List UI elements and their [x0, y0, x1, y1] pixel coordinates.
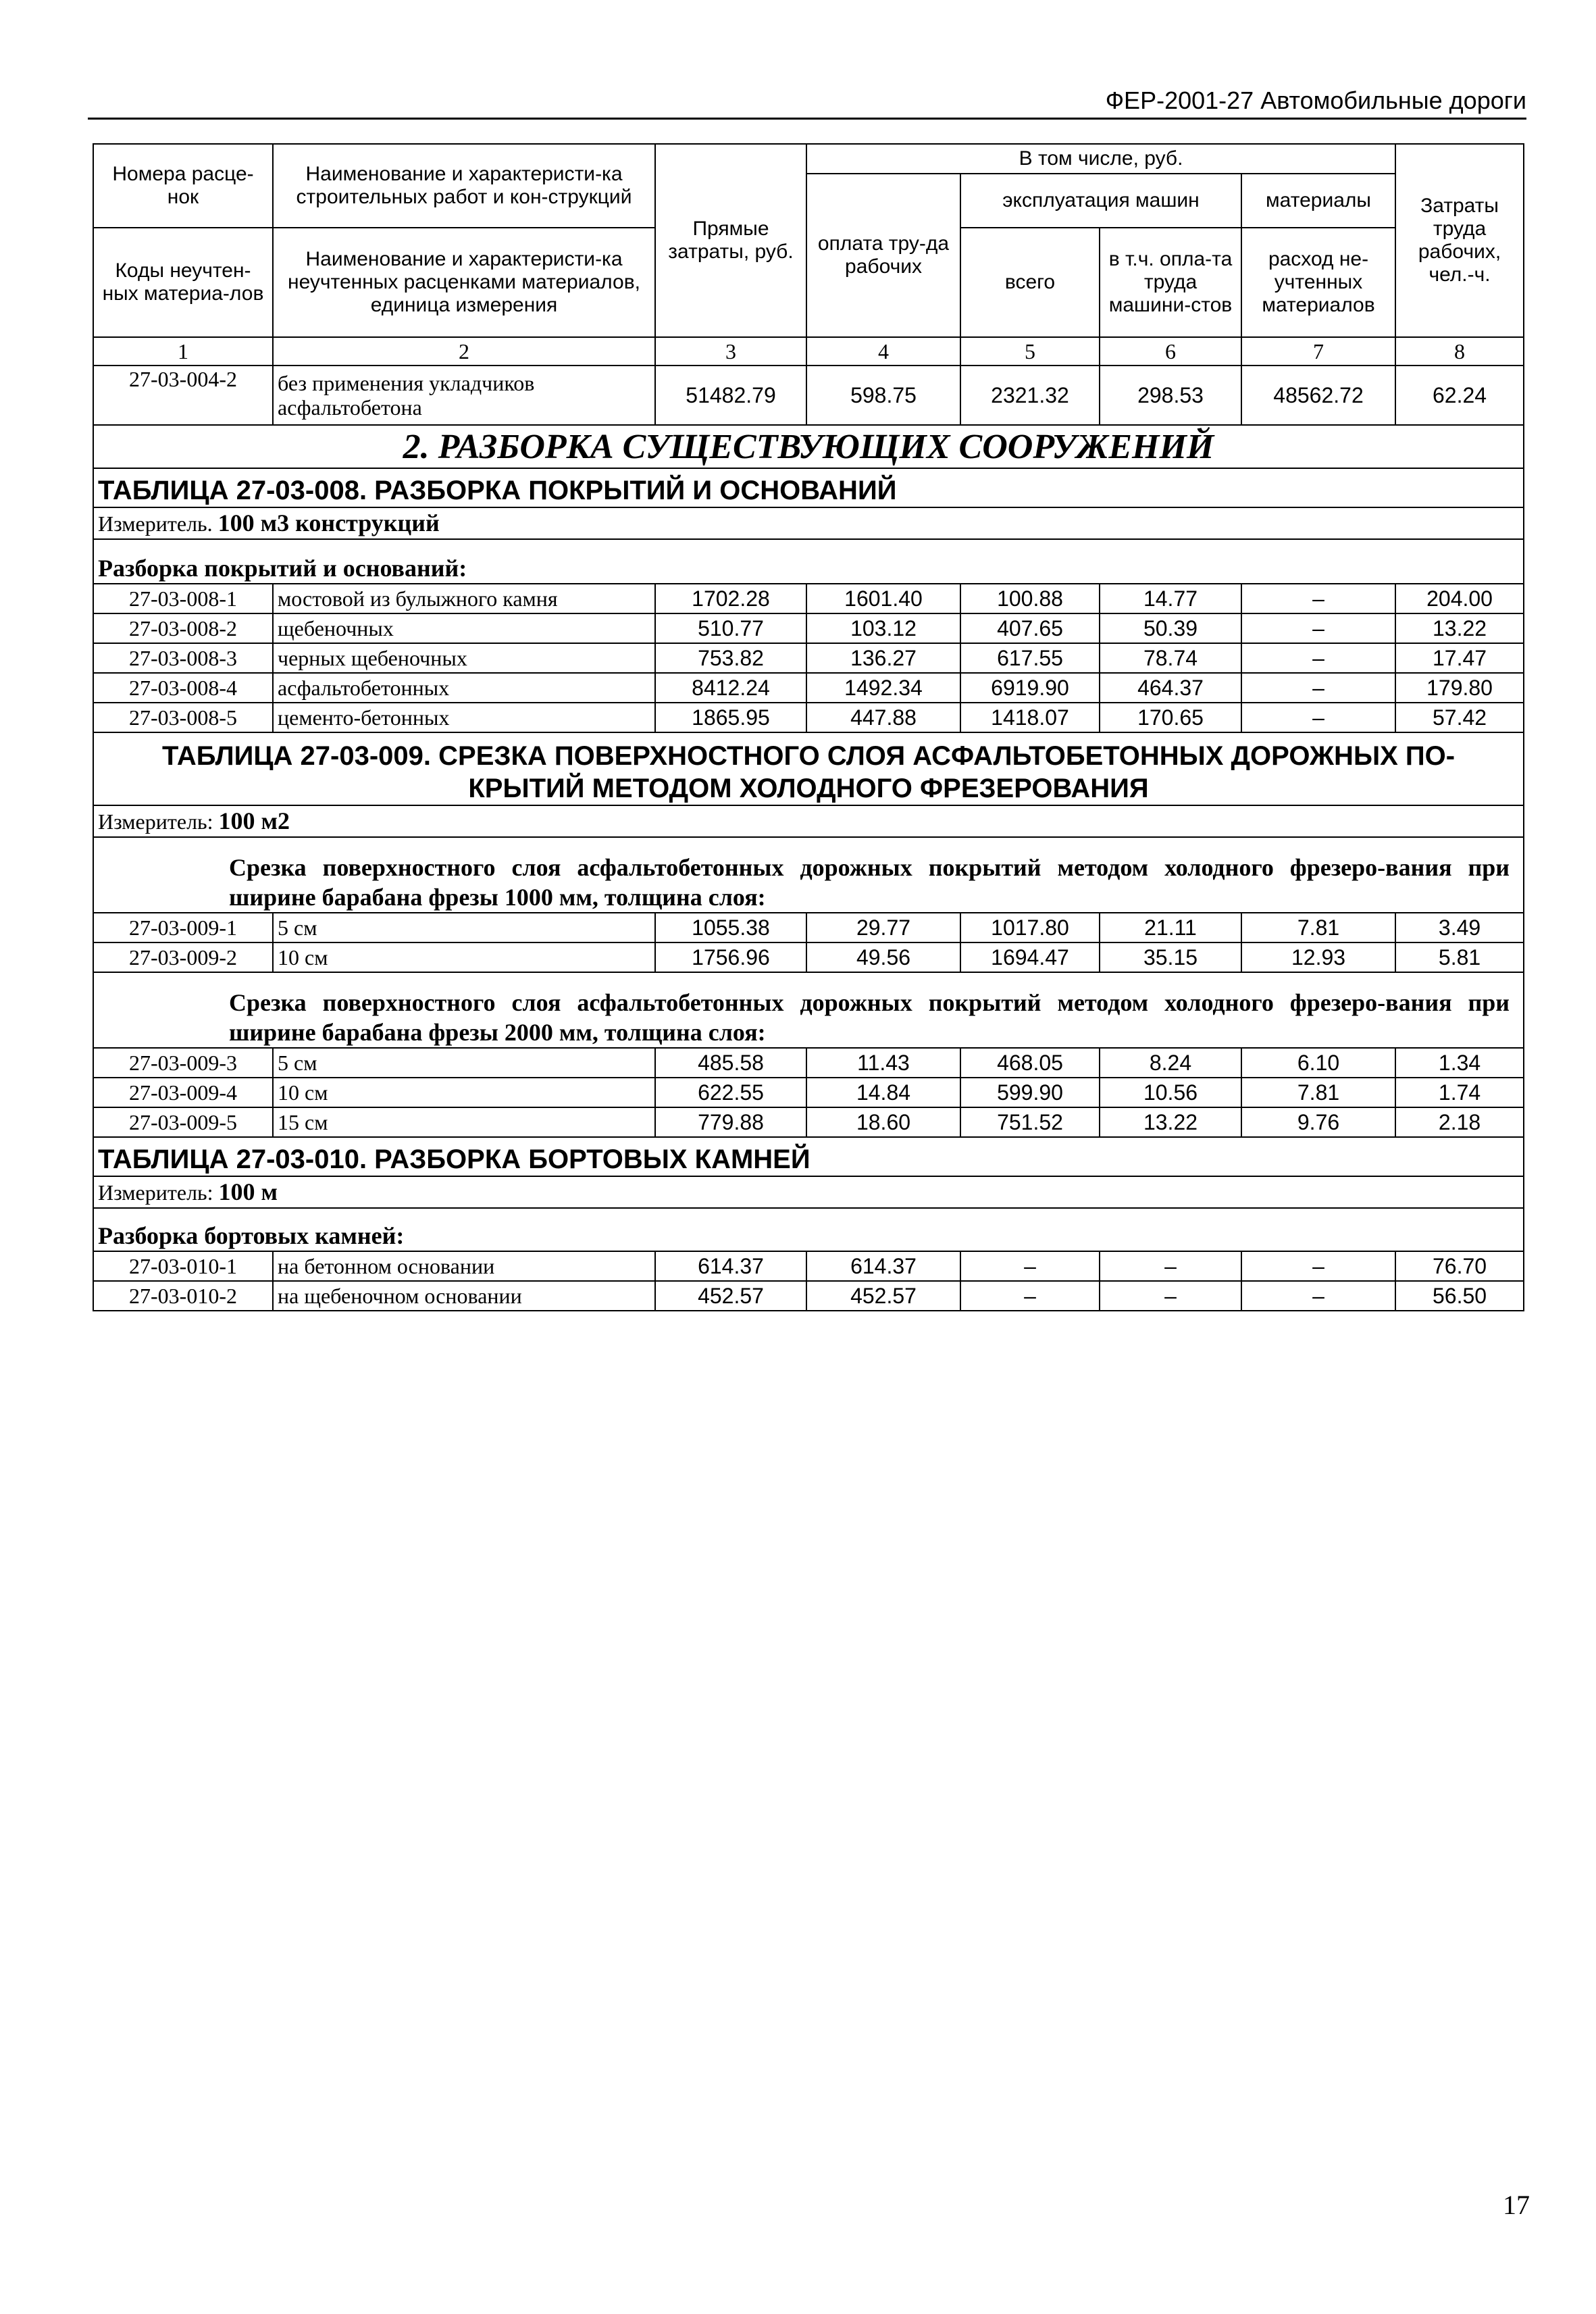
- rate-code: 27-03-008-2: [93, 613, 273, 643]
- col-header-including: В том числе, руб.: [806, 144, 1395, 174]
- table-row: [93, 1107, 1524, 1137]
- rate-code: 27-03-010-1: [93, 1251, 273, 1281]
- rate-value: 614.37: [655, 1251, 806, 1281]
- rate-value: 1756.96: [655, 942, 806, 972]
- rate-value: –: [1100, 1251, 1241, 1281]
- table-title-009: ТАБЛИЦА 27-03-009. СРЕЗКА ПОВЕРХНОСТНОГО СЛОЯ АСФАЛЬТОБЕТОННЫХ ДОРОЖНЫХ ПО-КРЫТИЙ МЕТОДОМ ХОЛОДНОГО ФРЕЗЕРОВАНИЯ: [93, 732, 1524, 805]
- rate-code: 27-03-008-1: [93, 584, 273, 613]
- rate-code: 27-03-009-1: [93, 913, 273, 942]
- rate-name: мостовой из булыжного камня: [273, 584, 655, 613]
- col-header-machines-total: всего: [960, 228, 1100, 337]
- column-number: 1: [93, 337, 273, 366]
- col-header-machines: эксплуатация машин: [960, 174, 1241, 228]
- rate-code: 27-03-009-4: [93, 1078, 273, 1107]
- rate-name: 15 см: [273, 1107, 655, 1137]
- rate-value: 1702.28: [655, 584, 806, 613]
- col-header-wages: оплата тру-да рабочих: [806, 174, 960, 337]
- rate-value: –: [1241, 1251, 1395, 1281]
- rate-name: на бетонном основании: [273, 1251, 655, 1281]
- table-row: [93, 1251, 1524, 1281]
- rate-value: 51482.79: [655, 366, 806, 425]
- rate-value: 510.77: [655, 613, 806, 643]
- subhead-008: Разборка покрытий и оснований:: [93, 539, 1524, 584]
- col-header-materials: материалы: [1241, 174, 1395, 228]
- rate-value: –: [1241, 643, 1395, 673]
- table-title-010: ТАБЛИЦА 27-03-010. РАЗБОРКА БОРТОВЫХ КАМНЕЙ: [93, 1137, 1524, 1176]
- table-row: [93, 366, 1524, 425]
- rate-value: 8412.24: [655, 673, 806, 703]
- rate-value: 753.82: [655, 643, 806, 673]
- rate-value: –: [1241, 1281, 1395, 1311]
- rate-value: 13.22: [1395, 613, 1524, 643]
- table-row: [93, 1048, 1524, 1078]
- rate-value: 76.70: [1395, 1251, 1524, 1281]
- meter-008: [93, 507, 1524, 539]
- column-number: 6: [1100, 337, 1241, 366]
- rate-value: 56.50: [1395, 1281, 1524, 1311]
- rate-value: 452.57: [655, 1281, 806, 1311]
- rate-value: 6.10: [1241, 1048, 1395, 1078]
- rate-value: –: [960, 1251, 1100, 1281]
- rate-value: 57.42: [1395, 703, 1524, 732]
- rate-value: 78.74: [1100, 643, 1241, 673]
- rate-value: 6919.90: [960, 673, 1100, 703]
- table-row: [93, 1078, 1524, 1107]
- rate-value: 49.56: [806, 942, 960, 972]
- col-header-material-codes: Коды неучтен-ных материа-лов: [93, 228, 273, 337]
- table-row: [93, 643, 1524, 673]
- meter-value: 100 м2: [218, 807, 290, 834]
- col-header-machinist-wages: в т.ч. опла-та труда машини-стов: [1100, 228, 1241, 337]
- subhead-010: Разборка бортовых камней:: [93, 1208, 1524, 1251]
- page-header: ФЕР-2001-27 Автомобильные дороги: [1105, 86, 1526, 114]
- rate-value: 447.88: [806, 703, 960, 732]
- rate-value: 11.43: [806, 1048, 960, 1078]
- rate-value: 17.47: [1395, 643, 1524, 673]
- rate-value: 13.22: [1100, 1107, 1241, 1137]
- table-row: [93, 913, 1524, 942]
- meter-009: [93, 805, 1524, 837]
- rate-value: 35.15: [1100, 942, 1241, 972]
- meter-label: Измеритель:: [98, 1180, 213, 1205]
- rate-value: 1017.80: [960, 913, 1100, 942]
- rate-value: 7.81: [1241, 913, 1395, 942]
- rate-value: 50.39: [1100, 613, 1241, 643]
- table-row: [93, 942, 1524, 972]
- rate-name: щебеночных: [273, 613, 655, 643]
- column-number: 5: [960, 337, 1100, 366]
- rate-value: 103.12: [806, 613, 960, 643]
- rate-value: 62.24: [1395, 366, 1524, 425]
- rate-value: 468.05: [960, 1048, 1100, 1078]
- rate-value: 1418.07: [960, 703, 1100, 732]
- col-header-direct-costs: Прямые затраты, руб.: [655, 144, 806, 337]
- rate-value: 3.49: [1395, 913, 1524, 942]
- rate-name: 5 см: [273, 1048, 655, 1078]
- rate-value: 599.90: [960, 1078, 1100, 1107]
- rate-value: –: [1100, 1281, 1241, 1311]
- rate-value: –: [1241, 673, 1395, 703]
- rate-value: 452.57: [806, 1281, 960, 1311]
- rate-name: на щебеночном основании: [273, 1281, 655, 1311]
- rate-value: 10.56: [1100, 1078, 1241, 1107]
- rate-value: 21.11: [1100, 913, 1241, 942]
- rate-value: –: [1241, 584, 1395, 613]
- rate-value: –: [1241, 613, 1395, 643]
- table-row: [93, 613, 1524, 643]
- rate-name: 5 см: [273, 913, 655, 942]
- rate-value: 170.65: [1100, 703, 1241, 732]
- rate-value: 5.81: [1395, 942, 1524, 972]
- rate-code: 27-03-010-2: [93, 1281, 273, 1311]
- column-number: 3: [655, 337, 806, 366]
- rates-table: [93, 143, 1523, 1311]
- meter-010: [93, 1176, 1524, 1208]
- rate-value: 617.55: [960, 643, 1100, 673]
- table-row: [93, 584, 1524, 613]
- column-number: 8: [1395, 337, 1524, 366]
- rate-code: 27-03-008-3: [93, 643, 273, 673]
- col-header-rate-numbers: Номера расце-нок: [93, 144, 273, 228]
- rate-value: –: [1241, 703, 1395, 732]
- header-rule: [88, 118, 1526, 120]
- meter-value: 100 м: [218, 1178, 278, 1205]
- rate-value: 9.76: [1241, 1107, 1395, 1137]
- table-row: [93, 1281, 1524, 1311]
- meter-label: Измеритель.: [98, 511, 213, 536]
- column-number: 4: [806, 337, 960, 366]
- rate-value: 485.58: [655, 1048, 806, 1078]
- col-header-labor-costs: Затраты труда рабочих, чел.-ч.: [1395, 144, 1524, 337]
- page-number: 17: [1503, 2190, 1530, 2220]
- rate-code: 27-03-008-4: [93, 673, 273, 703]
- rate-code: 27-03-009-3: [93, 1048, 273, 1078]
- rate-code: 27-03-008-5: [93, 703, 273, 732]
- rate-name: асфальтобетонных: [273, 673, 655, 703]
- rate-value: 1492.34: [806, 673, 960, 703]
- col-header-unaccounted-materials: расход не-учтенных материалов: [1241, 228, 1395, 337]
- rate-value: 1055.38: [655, 913, 806, 942]
- rate-value: 7.81: [1241, 1078, 1395, 1107]
- rate-value: 751.52: [960, 1107, 1100, 1137]
- rate-value: 136.27: [806, 643, 960, 673]
- rate-value: 2.18: [1395, 1107, 1524, 1137]
- meter-label: Измеритель:: [98, 809, 213, 834]
- column-number: 2: [273, 337, 655, 366]
- section-title: 2. РАЗБОРКА СУЩЕСТВУЮЩИХ СООРУЖЕНИЙ: [93, 425, 1524, 468]
- rate-value: –: [960, 1281, 1100, 1311]
- rate-value: 298.53: [1100, 366, 1241, 425]
- rate-value: 8.24: [1100, 1048, 1241, 1078]
- subhead-009-1000: Срезка поверхностного слоя асфальтобетонных дорожных покрытий методом холодного фрезеро-вания при ширине барабана фрезы 1000 мм, толщина слоя:: [93, 837, 1524, 913]
- rate-code: 27-03-009-5: [93, 1107, 273, 1137]
- col-header-work-name: Наименование и характеристи-ка строительных работ и кон-струкций: [273, 144, 655, 228]
- rate-value: 12.93: [1241, 942, 1395, 972]
- rate-name: без применения укладчиков асфальтобетона: [273, 366, 655, 425]
- meter-value: 100 м3 конструкций: [217, 509, 440, 536]
- rate-value: 598.75: [806, 366, 960, 425]
- rate-value: 14.77: [1100, 584, 1241, 613]
- rate-code: 27-03-009-2: [93, 942, 273, 972]
- rate-value: 48562.72: [1241, 366, 1395, 425]
- rate-value: 1.34: [1395, 1048, 1524, 1078]
- rate-value: 779.88: [655, 1107, 806, 1137]
- rate-code: 27-03-004-2: [93, 366, 273, 425]
- rate-value: 407.65: [960, 613, 1100, 643]
- rate-value: 2321.32: [960, 366, 1100, 425]
- rate-value: 464.37: [1100, 673, 1241, 703]
- rate-name: цементо-бетонных: [273, 703, 655, 732]
- rate-value: 18.60: [806, 1107, 960, 1137]
- rate-value: 1.74: [1395, 1078, 1524, 1107]
- col-header-material-name: Наименование и характеристи-ка неучтенных расценками материалов, единица измерения: [273, 228, 655, 337]
- rate-name: 10 см: [273, 1078, 655, 1107]
- rate-name: черных щебеночных: [273, 643, 655, 673]
- table-title-008: ТАБЛИЦА 27-03-008. РАЗБОРКА ПОКРЫТИЙ И ОСНОВАНИЙ: [93, 468, 1524, 507]
- rate-value: 1601.40: [806, 584, 960, 613]
- table-row: [93, 673, 1524, 703]
- rate-value: 614.37: [806, 1251, 960, 1281]
- subhead-009-2000: Срезка поверхностного слоя асфальтобетонных дорожных покрытий методом холодного фрезеро-вания при ширине барабана фрезы 2000 мм, толщина слоя:: [93, 972, 1524, 1048]
- rate-value: 204.00: [1395, 584, 1524, 613]
- rate-value: 622.55: [655, 1078, 806, 1107]
- rate-value: 29.77: [806, 913, 960, 942]
- rate-value: 179.80: [1395, 673, 1524, 703]
- rate-value: 100.88: [960, 584, 1100, 613]
- column-number: 7: [1241, 337, 1395, 366]
- rate-value: 1865.95: [655, 703, 806, 732]
- rate-value: 1694.47: [960, 942, 1100, 972]
- table-row: [93, 703, 1524, 732]
- column-numbers-row: [93, 337, 1524, 366]
- rate-name: 10 см: [273, 942, 655, 972]
- rate-value: 14.84: [806, 1078, 960, 1107]
